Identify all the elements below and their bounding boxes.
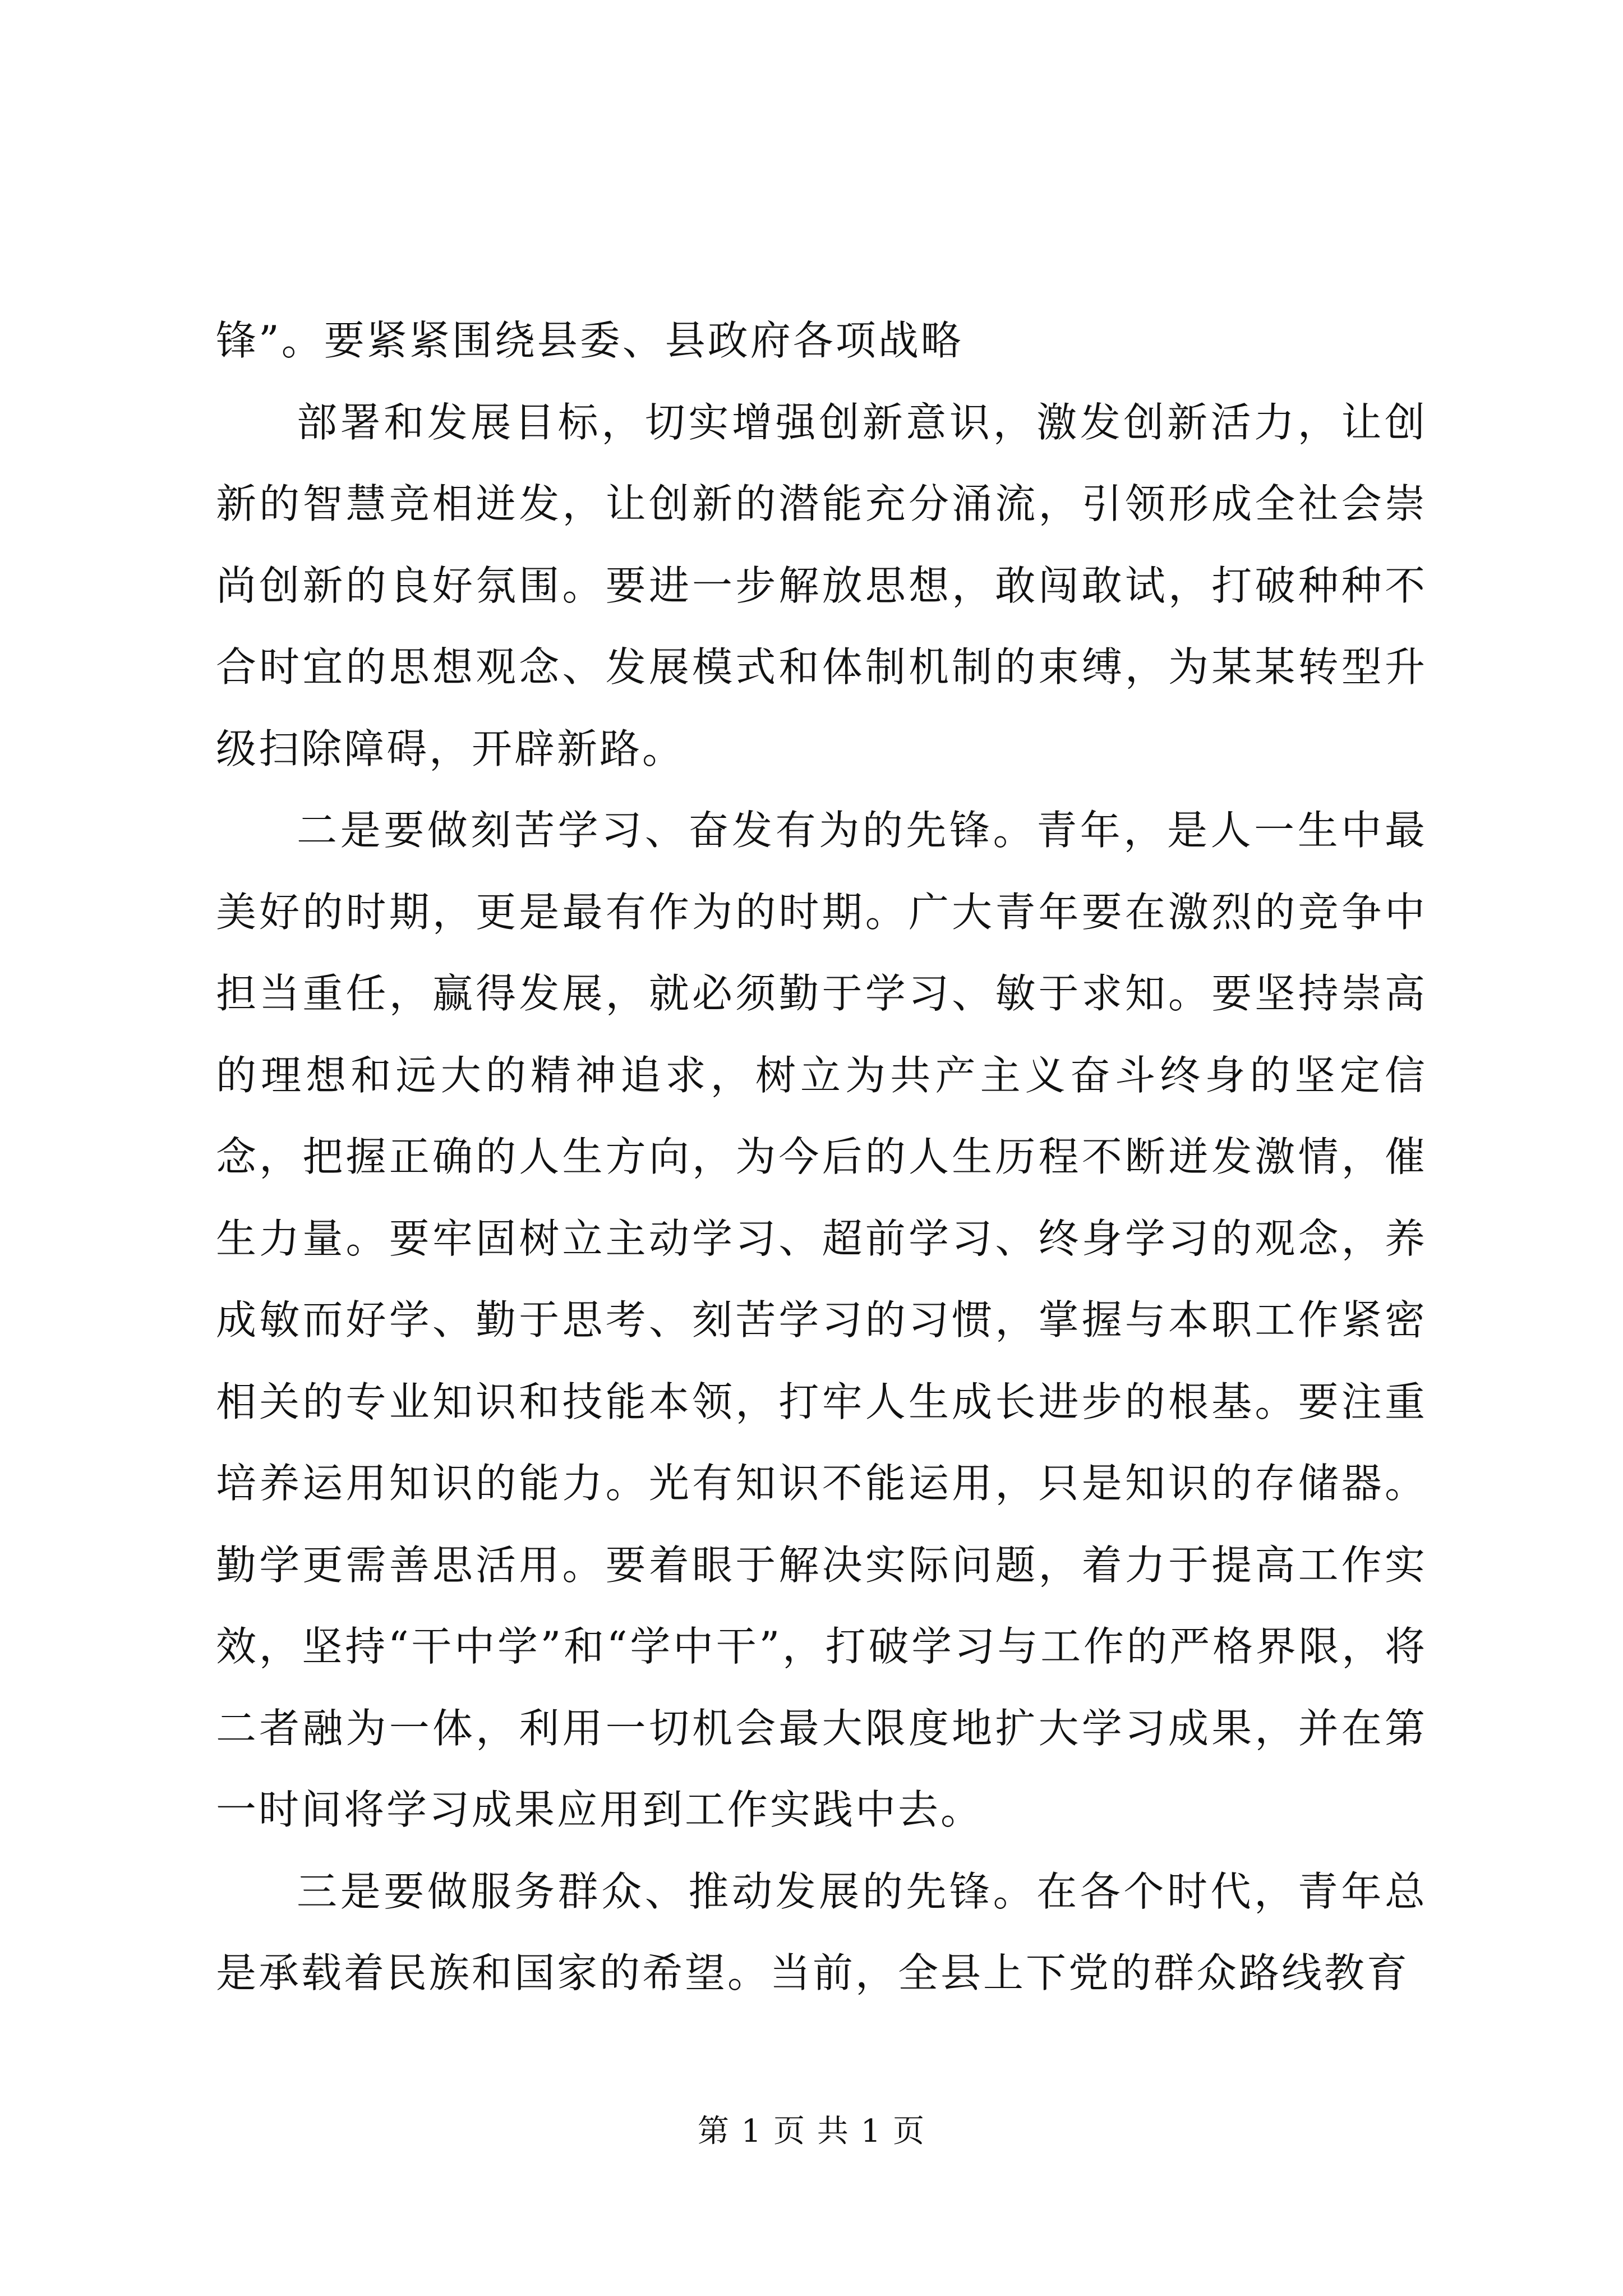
document-body — [216, 300, 1427, 2014]
paragraph-continuation: 锋”。要紧紧围绕县委、县政府各项战略 — [216, 317, 963, 364]
paragraph-study-pioneer: 二是要做刻苦学习、奋发有为的先锋。青年，是人一生中最美好的时期，更是最有作为的时期。广大青年要在激烈的竞争中担当重任，赢得发展，就必须勤于学习、敏于求知。要坚持崇高的理想和远大的精神追求，树立为共产主义奋斗终身的坚定信念，把握正确的人生方向，为今后的人生历程不断迸发激情，催生力量。要牢固树立主动学习、超前学习、终身学习的观念，养成敏而好学、勤于思考、刻苦学习的习惯，掌握与本职工作紧密相关的专业知识和技能本领，打牢人生成长进步的根基。要注重培养运用知识的能力。光有知识不能运用，只是知识的存储器。勤学更需善思活用。要着眼于解决实际问题，着力于提高工作实效，坚持“干中学”和“学中干”，打破学习与工作的严格界限，将二者融为一体，利用一切机会最大限度地扩大学习成果，并在第一时间将学习成果应用到工作实践中去。 — [216, 807, 1427, 1833]
page-footer: 第 1 页 共 1 页 — [697, 2113, 926, 2150]
paragraph-innovation: 部署和发展目标，切实增强创新意识，激发创新活力，让创新的智慧竞相迸发，让创新的潜能充分涌流，引领形成全社会崇尚创新的良好氛围。要进一步解放思想，敢闯敢试，打破种种不合时宜的思想观念、发展模式和体制机制的束缚，为某某转型升级扫除障碍，开辟新路。 — [216, 398, 1427, 772]
paragraph-service-pioneer: 三是要做服务群众、推动发展的先锋。在各个时代，青年总是承载着民族和国家的希望。当前，全县上下党的群众路线教育 — [216, 1867, 1427, 1996]
